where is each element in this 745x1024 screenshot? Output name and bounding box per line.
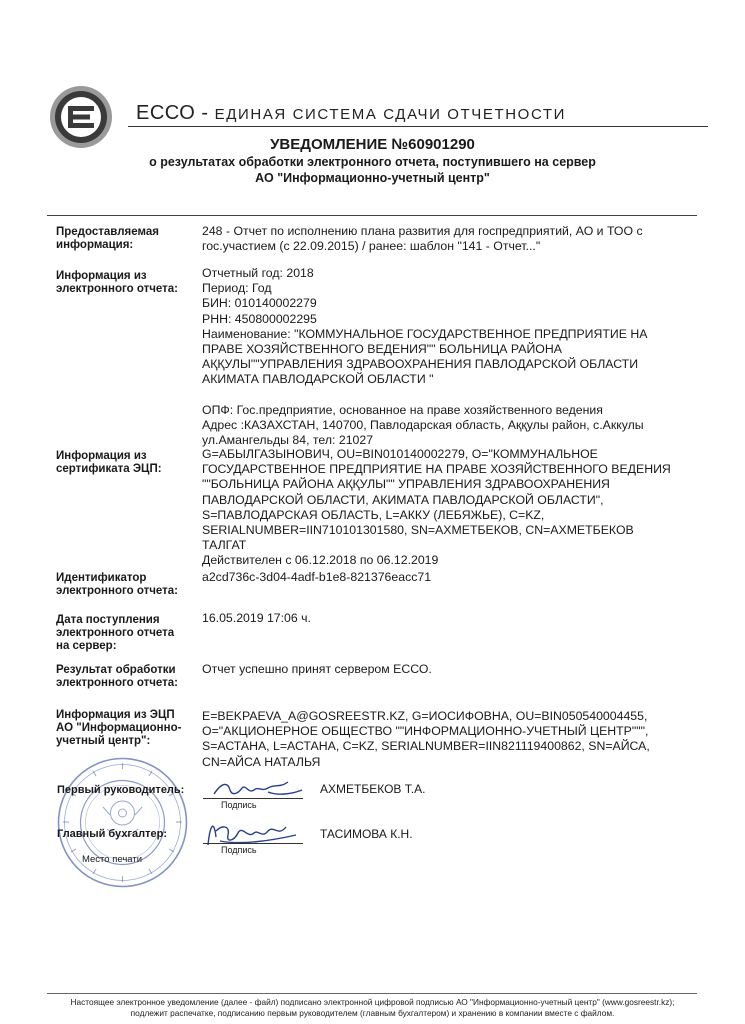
footer-divider [47, 993, 697, 994]
provided-info-value: 248 - Отчет по исполнению плана развития для госпредприятий, АО и ТОО с гос.участием (с 22.09.2015) / ранее: шаблон "141 - Отчет..." [202, 224, 643, 254]
result-value: Отчет успешно принят сервером ЕССО. [202, 662, 432, 676]
header-divider [47, 215, 697, 216]
report-id-value: a2cd736c-3d04-4adf-b1e8-821376eacc71 [202, 570, 432, 584]
report-info-value: Отчетный год: 2018 Период: Год БИН: 010140002279 РНН: 450800002295 Наименование: "КОММУНАЛЬНОЕ ГОСУДАРСТВЕННОЕ ПРЕДПРИЯТИЕ НА ПРАВЕ ХОЗЯЙСТВЕННОГО ВЕДЕНИЯ"" БОЛЬНИЦА РАЙОНА АҚҚУЛЫ""УПРАВЛЕНИЯ ЗДРАВООХРАНЕНИЯ ПАВЛОДАРСКОЙ ОБЛАСТИ АКИМАТА ПАВЛОДАРСКОЙ ОБЛАСТИ " ОПФ: Гос.предприятие, основанное на праве хозяйственного ведения Адрес :КАЗАХСТАН, 140700, Павлодарская область, Аққулы район, с.Аккулы ул.Амангельды 84, тел: 21027 [202, 266, 648, 448]
receipt-date-label: Дата поступления электронного отчета на сервер: [56, 614, 175, 652]
report-info-label: Информация из электронного отчета: [56, 270, 178, 295]
accountant-signature-line [203, 843, 303, 844]
footer-line1: Настоящее электронное уведомление (далее - файл) подписано электронной цифровой подписью АО "Информационно-учетный центр" (www.gosreestr.kz); [70, 997, 675, 1007]
brand-dash: - [201, 102, 209, 124]
head-name: АХМЕТБЕКОВ Т.А. [320, 782, 426, 796]
brand-subtitle: ЕДИНАЯ СИСТЕМА СДАЧИ ОТЧЕТНОСТИ [214, 106, 567, 123]
accountant-signature-caption: Подпись [221, 845, 257, 855]
result-label: Результат обработки электронного отчета: [56, 664, 178, 689]
company-seal-stamp [55, 755, 190, 890]
cert-info-value: G=АБЫЛГАЗЫНОВИЧ, OU=BIN010140002279, O="КОММУНАЛЬНОЕ ГОСУДАРСТВЕННОЕ ПРЕДПРИЯТИЕ НА ПРАВЕ ХОЗЯЙСТВЕННОГО ВЕДЕНИЯ ""БОЛЬНИЦА РАЙОНА АҚҚУЛЫ"" УПРАВЛЕНИЯ ЗДРАВООХРАНЕНИЯ ПАВЛОДАРСКОЙ ОБЛАСТИ, АКИМАТА ПАВЛОДАРСКОЙ ОБЛАСТИ", S=ПАВЛОДАРСКАЯ ОБЛАСТЬ, L=АККУ (ЛЕБЯЖЬЕ), C=KZ, SERIALNUMBER=IIN710101301580, SN=АХМЕТБЕКОВ, CN=АХМЕТБЕКОВ ТАЛГАТ Действителен с 06.12.2018 по 06.12.2019 [202, 447, 671, 568]
document-subtitle-line2: АО "Информационно-учетный центр" [255, 171, 490, 185]
ecp-center-label: Информация из ЭЦП АО "Информационно- учетный центр": [56, 709, 182, 747]
footer-line2: подлежит распечатке, подписанию первым руководителем (главным бухгалтером) и хранению в компании вместе с файлом. [130, 1008, 615, 1018]
receipt-date-value: 16.05.2019 17:06 ч. [202, 611, 311, 625]
document-title: УВЕДОМЛЕНИЕ №60901290 [270, 136, 475, 153]
ecp-center-value: E=BEKPAEVA_A@GOSREESTR.KZ, G=ИОСИФОВНА, OU=BIN050540004455, O="АКЦИОНЕРНОЕ ОБЩЕСТВО ""ИНФОРМАЦИОННО-УЧЕТНЫЙ ЦЕНТР""", S=АСТАНА, L=АСТАНА, C=KZ, SERIALNUMBER=IIN821119400862, SN=АЙСА, CN=АЙСА НАТАЛЬЯ [202, 709, 650, 769]
seal-place-caption: Место печати [82, 854, 143, 865]
cert-info-label: Информация из сертификата ЭЦП: [56, 450, 162, 475]
provided-info-label: Предоставляемая информация: [56, 226, 159, 251]
brand-name: ЕССО [136, 102, 196, 124]
head-signature-label: Первый руководитель: [57, 784, 185, 796]
head-signature-caption: Подпись [221, 800, 257, 810]
accountant-signature-label: Главный бухгалтер: [57, 828, 168, 840]
document-subtitle-line1: о результатах обработки электронного отчета, поступившего на сервер [149, 155, 596, 169]
brand-title [136, 102, 566, 125]
brand-divider [128, 126, 708, 127]
head-signature-line [203, 798, 303, 799]
accountant-name: ТАСИМОВА К.Н. [320, 827, 413, 841]
report-id-label: Идентификатор электронного отчета: [56, 572, 178, 597]
